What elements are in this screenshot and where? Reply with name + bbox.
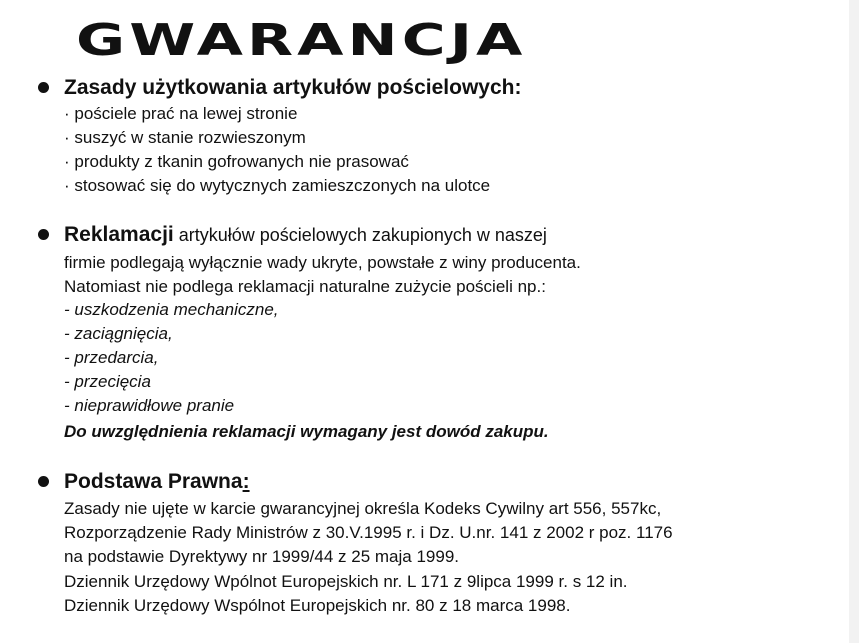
complaints-heading-line <box>64 223 547 247</box>
usage-rule-item: · produkty z tkanin gofrowanych nie prasować <box>64 152 409 171</box>
usage-rule-item: · stosować się do wytycznych zamieszczonych na ulotce <box>64 176 491 195</box>
proof-of-purchase-note: Do uwzględnienia reklamacji wymagany jest dowód zakupu. <box>64 422 549 441</box>
complaint-exclusion-item: - zaciągnięcia, <box>64 324 173 343</box>
bullet-icon <box>38 82 49 93</box>
legal-basis-heading: Podstawa Prawna <box>64 470 243 493</box>
complaints-heading-rest: artykułów pościelowych zakupionych w naszej <box>173 225 547 245</box>
complaints-text-line: Natomiast nie podlega reklamacji naturalne zużycie pościeli np.: <box>64 277 546 296</box>
legal-basis-line: na podstawie Dyrektywy nr 1999/44 z 25 maja 1999. <box>64 547 460 566</box>
complaint-exclusion-item: - uszkodzenia mechaniczne, <box>64 300 279 319</box>
legal-basis-heading-line <box>64 470 250 494</box>
legal-basis-line: Dziennik Urzędowy Wspólnot Europejskich nr. 80 z 18 marca 1998. <box>64 596 571 615</box>
legal-basis-heading-colon: : <box>242 470 250 493</box>
complaints-text-line: firmie podlegają wyłącznie wady ukryte, powstałe z winy producenta. <box>64 253 581 272</box>
usage-rule-item: · pościele prać na lewej stronie <box>64 104 298 123</box>
complaint-exclusion-item: - nieprawidłowe pranie <box>64 396 235 415</box>
complaints-heading: Reklamacji <box>64 223 174 246</box>
legal-basis-line: Dziennik Urzędowy Wpólnot Europejskich nr. L 171 z 9lipca 1999 r. s 12 in. <box>64 572 628 591</box>
page-title: GWARANCJA <box>76 15 527 66</box>
scan-edge-shadow <box>849 0 859 643</box>
usage-rules-heading: Zasady użytkowania artykułów pościelowych: <box>64 76 522 99</box>
legal-basis-line: Rozporządzenie Rady Ministrów z 30.V.1995 r. i Dz. U.nr. 141 z 2002 r poz. 1176 <box>64 523 673 542</box>
complaint-exclusion-item: - przedarcia, <box>64 348 159 367</box>
bullet-icon <box>38 476 49 487</box>
bullet-icon <box>38 229 49 240</box>
legal-basis-line: Zasady nie ujęte w karcie gwarancyjnej określa Kodeks Cywilny art 556, 557kc, <box>64 499 662 518</box>
complaint-exclusion-item: - przecięcia <box>64 372 151 391</box>
usage-rule-item: · suszyć w stanie rozwieszonym <box>64 128 306 147</box>
